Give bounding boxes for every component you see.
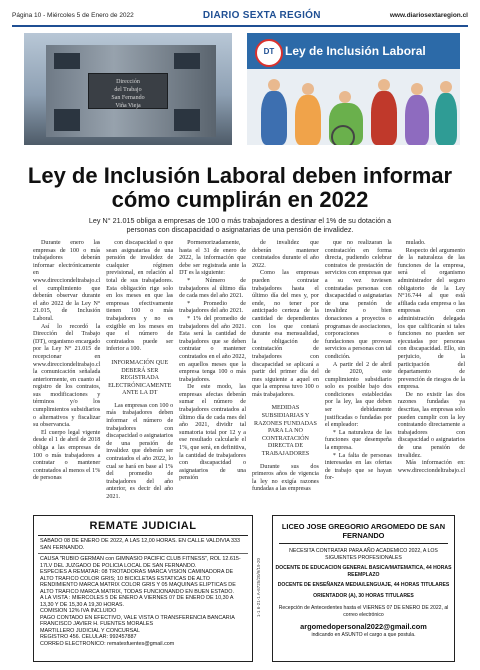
article-subhead: Ley N° 21.015 obliga a empresas de 100 o más trabajadores a destinar el 1% de su dotación a personas con discapacidad o asignatarias de una pensión de invalidez. — [88, 216, 392, 234]
paragraph: El cuerpo legal vigente desde el 1 de abril de 2018 obliga a las empresas de 100 o más trabajadores a contratar o mantener contratados al menos el 1% de personas — [33, 429, 101, 482]
paragraph: Las empresas con 100 o más trabajadores deben informar el número de trabajadores con discapacidad o asignatarios de una pensión de invalidez que deberán ser contratados el año 2022, lo cual se hará en base al 1% del promedio de trabajadores del año anterior, es decir del año 2021. — [106, 402, 174, 500]
office-plaque — [88, 73, 168, 109]
illustration-banner — [247, 33, 460, 69]
person-figure — [371, 91, 397, 145]
ad-line: PAGO CONTADO EN EFECTIVO, VALE VISTA O TRANSFERENCIA BANCARIA — [40, 614, 235, 621]
person-head — [339, 91, 351, 103]
person-head — [268, 79, 280, 91]
person-figure — [405, 95, 429, 145]
article-column-3 — [179, 240, 247, 482]
paragraph: de invalidez que deberán mantener contratados durante el año 2022. — [252, 240, 319, 269]
ad-line: ESPECIES A REMATAR: 08 TROTADORAS MARCA VISION CAMINADORA DE ALTO TRAFICO COLOR GRIS; 10 BICICLETAS ESTATICAS DE ALTO RENDIMIENTO MARCA MATRIX COLOR GRIS Y 05 MAQUINAS ELIPTICAS DE ALTO TRAFICO MARCA MATRIX, TODAS FUNCIONANDO EN BUEN ESTADO. — [40, 569, 236, 595]
paragraph: De no existir las dos razones fundadas ya descritas, las empresas solo pueden cumplir con la ley contratando directamente a trabajadores con discapacidad o asignatarios de una pensión de invalidez. — [397, 391, 466, 459]
ad-vertical-code: 1-1 6-21-1 A-6725/20/9/19-20 — [256, 557, 261, 618]
wheelchair-icon — [331, 125, 355, 145]
page-date: Página 10 - Miércoles 5 de Enero de 2022 — [12, 11, 134, 19]
paragraph: Más información en: www.direcciondeltrabajo.cl — [397, 460, 466, 474]
ad-body — [40, 556, 246, 647]
plaque-text — [89, 78, 167, 110]
paragraph: Como las empresas pueden contratar trabajadores hasta el último día del mes y, por ende, no tener por anticipado certeza de la cantidad de dependientes con los que contará durante esa mensualidad, la obligación de contratación de trabajadores con discapacidad se aplicará a partir del primer día del mes siguiente a aquel en que la empresa tuvo 100 o más trabajadores. — [252, 270, 319, 398]
ad-rule — [279, 543, 448, 544]
article-body — [33, 240, 466, 500]
dt-logo — [255, 39, 283, 67]
ad-line: CORREO ELECTRONICO: rematesfuentes@gmail.com — [40, 640, 175, 647]
plaque-line: del Trabajo — [114, 87, 142, 93]
paragraph: * Número de trabajadores al último día de cada mes del año 2021. — [179, 277, 247, 300]
remate-judicial-ad — [33, 515, 253, 662]
window — [54, 53, 80, 69]
liceo-hiring-ad — [272, 515, 455, 662]
ad-line: REGISTRO 456. CELULAR: 992457887 — [40, 634, 137, 640]
position-3: ORIENTADOR (A), 30 HORAS TITULARES — [313, 592, 414, 599]
position-2: DOCENTE DE ENSEÑANZA MEDIA/LENGUAJE, 44 HORAS TITULARES — [277, 582, 450, 588]
person-figure — [295, 95, 321, 145]
article-column-5 — [324, 240, 392, 482]
section-subtitle: MEDIDAS SUBSIDIARIAS Y RAZONES FUNDADAS PARA LA NO CONTRATACIÓN DIRECTA DE TRABAJADORES — [254, 405, 317, 458]
window — [174, 109, 200, 131]
ad-title: REMATE JUDICIAL — [89, 520, 197, 532]
building-photo — [24, 33, 232, 145]
header-rule — [12, 25, 468, 27]
person-head — [440, 81, 452, 93]
paragraph: * 1% del promedio de trabajadores del año 2021. Esta será la cantidad de trabajadores que se deben contratar o mantener contratados en el año 2022, en aquellos meses que la empresa tenga 100 o más trabajadores. — [179, 315, 247, 383]
person-head — [378, 79, 390, 91]
inclusion-illustration — [247, 33, 460, 145]
ad-line: A LA VISTA : MIERCOLES 5 DE ENERO A VIERNES 07 DE ENERO DE 10,30 A 13,30 Y DE 15,30 A 19,30 HORAS. — [40, 595, 234, 608]
website-link[interactable]: www.diariosextaregion.cl — [389, 11, 468, 19]
article-column-2 — [106, 240, 174, 500]
window — [54, 109, 80, 131]
article-column-4 — [252, 240, 319, 493]
paragraph: * La naturaleza de las funciones que desempeña la empresa. — [324, 429, 392, 452]
paragraph: De este modo, las empresas afectas deberán sumar el número de trabajadores contratados al último día de cada mes del año 2021, dividir tal sumatoria total por 12 y a ese resultado calcularle el 1%, que será, en definitiva, la cantidad de trabajadores con discapacidad o asignatarios de una pensión — [179, 384, 247, 482]
paragraph: que no realizaran la contratación en forma directa, pudiendo celebrar contratos de prestación de servicios con empresas que a su vez tuviesen contratadas personas con discapacidad o asignatarias de una pensión de invalidez o bien donaciones a proyectos o programas de asociaciones, corporaciones o fundaciones que provean servicios a personas con tal condición. — [324, 240, 392, 360]
section-subtitle: INFORMACIÓN QUE DEBERÁ SER REGISTRADA ELECTRÓNICAMENTE ANTE LA DT — [108, 359, 172, 397]
plaque-line: Dirección — [116, 79, 140, 85]
ad-line: MARTILLERO JUDICIAL Y CONCURSAL — [40, 627, 140, 634]
paragraph: * Promedio de trabajadores del año 2021. — [179, 300, 247, 315]
ad-line: FRANCISCO JAVIER H. FUENTES MORALES — [40, 621, 154, 627]
person-figure — [435, 93, 457, 145]
article-headline: Ley de Inclusión Laboral deben informar cómo cumplirán en 2022 — [27, 163, 453, 212]
ad-line: COMISION 12% IVA INCLUIDO — [40, 608, 117, 614]
ad-intro: SABADO 08 DE ENERO DE 2022, A LAS 12,00 HORAS. EN CALLE VALDIVIA 333 SAN FERNANDO. — [40, 538, 241, 551]
ad-rule — [38, 535, 248, 536]
ad-rule — [38, 553, 248, 554]
paragraph: Durante sus dos primeros años de vigencia la ley no exigía razones fundadas a las empresas — [252, 463, 319, 493]
receipt-deadline: Recepción de Antecedentes hasta el VIERNES 07 DE ENERO DE 2022, al correo electrónico — [278, 605, 449, 618]
article-column-1 — [33, 240, 101, 482]
paragraph: A partir del 2 de abril de 2020, este cumplimiento subsidiario solo es posible bajo dos condiciones establecidas por la ley, las que deben ser debidamente justificadas o fundadas por el empleador: — [324, 361, 392, 429]
paragraph: * La falta de personas interesadas en las ofertas de trabajo que se hayan for- — [324, 452, 392, 482]
dt-logo-text: DT — [263, 47, 275, 56]
school-name: LICEO JOSE GREGORIO ARGOMEDO DE SAN FERNANDO — [281, 522, 446, 540]
person-head — [411, 83, 423, 95]
person-figure — [261, 91, 287, 145]
paragraph: Así lo recordó la Dirección del Trabajo (DT), organismo encargado por la Ley N° 21.015 de recepcionar en www.direcciondeltrabajo.cl la comunicación señalada anteriormente, en cuanto al registro de los contratos, sus modificaciones y términos y/o los cumplimientos subsidiarios o alternativos y fiscalizar su observancia. — [33, 323, 101, 429]
subject-indication: indicando en ASUNTO el cargo a que postula. — [311, 632, 416, 638]
paragraph: con discapacidad o que sean asignatarias de una pensión de invalidez de cualquier régimen previsional, en relación al total de sus trabajadores. Esta obligación rige solo en los meses en que las empresas efectivamente tienen 100 o más trabajadores y no es exigible en los meses en que el número de contratados puede ser inferior a 100. — [106, 240, 174, 353]
plaque-line: San Fernando — [111, 95, 145, 101]
article-column-6 — [397, 240, 466, 474]
contact-email[interactable]: argomedopersonal2022@gmail.com — [300, 622, 427, 631]
paper-name: DIARIO SEXTA REGIÓN — [202, 9, 321, 21]
position-1: DOCENTE DE EDUCACION GENERAL BASICA/MATEMATICA, 44 HORAS REEMPLAZO — [275, 565, 452, 578]
paragraph: Durante enero las empresas de 100 o más trabajadores deberán informar electrónicamente en www.direcciondeltrabajo.cl el cumplimiento que deberán observar durante el año 2022 de la Ley N° 21.015, de Inclusión Laboral. — [33, 240, 101, 322]
person-head — [302, 83, 314, 95]
plaque-line: Viña Vieja — [115, 103, 141, 109]
paragraph: Pormenorizadamente, hasta el 31 de enero de 2022, la información que debe ser registrada ante la DT es la siguiente: — [179, 240, 247, 277]
ad-line: CAUSA "RUBIO GERMAN con GIMNASIO PACIFIC CLUB FITNESS", ROL 12.615-17LV DEL JUZGADO DE POLICIA LOCAL DE SAN FERNANDO. — [40, 556, 241, 569]
paragraph: mulado. — [405, 240, 426, 246]
paragraph: Respecto del argumento de la naturaleza de las funciones de la empresa, será el organismo administrador del seguro obligatorio de la Ley N°16.744 al que está afiliada cada empresa o las empresas con administración delegada los que calificarán si tales funciones no pueden ser ejecutadas por personas con discapacidad. Ello, sin perjuicio, de la participación del departamento de prevención de riesgos de la empresa. — [397, 247, 466, 391]
hiring-statement: NECESITA CONTRATAR PARA AÑO ACADEMICO 2022, A LOS SIGUIENTES PROFESIONALES — [289, 548, 438, 561]
banner-title: Ley de Inclusión Laboral — [285, 44, 426, 58]
window — [174, 53, 200, 69]
page-header — [12, 6, 468, 24]
